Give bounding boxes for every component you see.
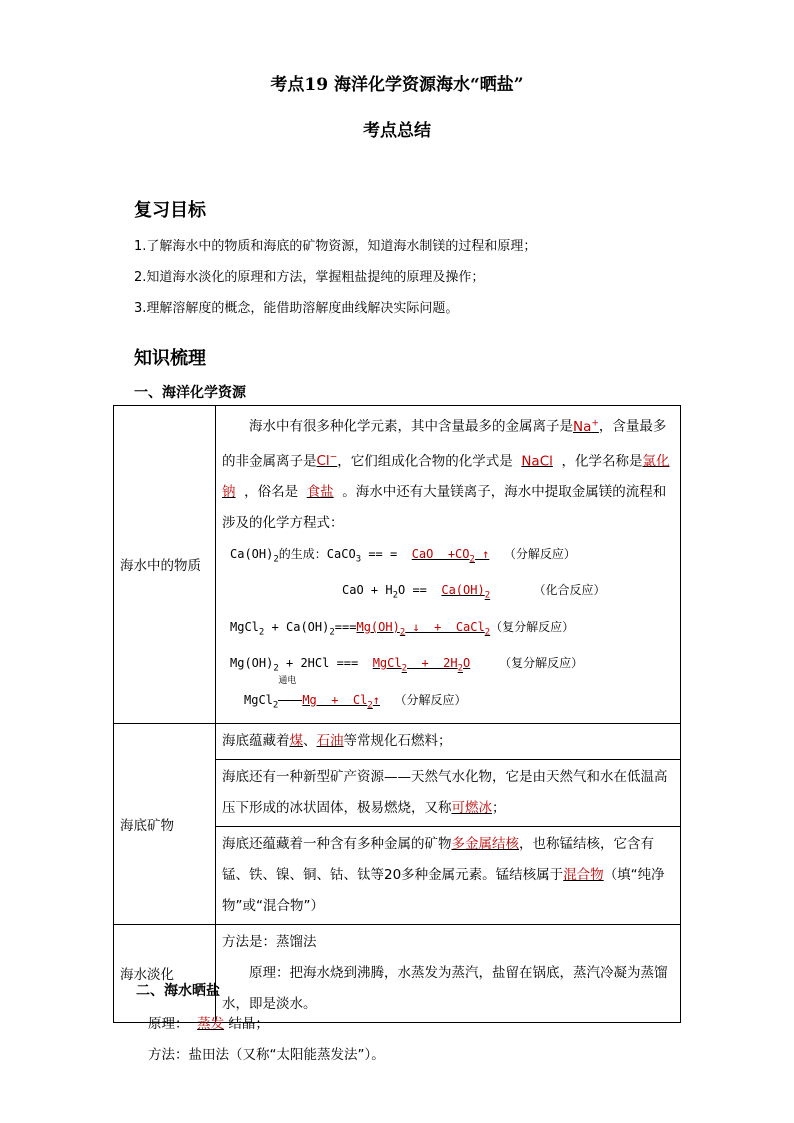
equation-2: CaO + $H_2O == Ca(OH)_2$ （化合反应）: [342, 583, 606, 601]
row-label: 海水淡化: [114, 924, 216, 1022]
resources-table: [113, 405, 681, 1023]
answer-blank: 多金属结核: [451, 835, 519, 852]
page-title: 考点19 海洋化学资源海水“晒盐”: [270, 75, 524, 95]
paragraph: 海水中有很多种化学元素，其中含量最多的金属离子是Na+，含量最多的非金属离子是Cl−，它们组成化合物的化学式是 NaCl ，化学名称是氯化钠 ，俗名是 食盐 。海水中还有大量镁离子，海水中提取金属镁的流程和涉及的化学方程式：: [222, 418, 670, 531]
row-label: 海水中的物质: [114, 406, 216, 724]
section2-heading: 二、海水晒盐: [136, 983, 220, 999]
row-label: 海底矿物: [114, 723, 216, 924]
row-content: [216, 406, 681, 724]
equation-5: MgCl$_2$ 通电 $Mg + Cl_2↑$ （分解反应）: [222, 685, 672, 721]
row-content: 海底蕴藏着煤、石油等常规化石燃料；: [216, 723, 681, 759]
row-content: 海底还有一种新型矿产资源——天然气水化物，它是由天然气和水在低温高压下形成的冰状固体，极易燃烧，又称可燃冰；: [216, 759, 681, 826]
principle-line: 原理： 蒸发 结晶；: [148, 1016, 269, 1032]
answer-blank: 混合物: [563, 866, 604, 883]
answer-blank: 蒸发: [197, 1016, 225, 1032]
answer-blank: 石油: [316, 732, 344, 749]
equation-3: MgCl$_2$ + $Ca(OH)_2===Mg(OH)_2$ ↓ + CaCl$_2$（复分解反应）: [230, 619, 575, 638]
answer-blank: 食盐: [306, 484, 334, 500]
answer-blank: Na+: [573, 418, 599, 435]
goals-heading: 复习目标: [134, 200, 206, 221]
row-content: 海底还蕴藏着一种含有多种金属的矿物多金属结核，也称锰结核，它含有锰、铁、镍、铜、钴、钛等20多种金属元素。锰结核属于混合物（填“纯净物”或“混合物”）: [216, 826, 681, 924]
table-row: [114, 406, 681, 724]
section1-heading: 一、海洋化学资源: [134, 385, 246, 401]
page-subtitle: 考点总结: [363, 121, 431, 141]
method-line: 方法：盐田法（又称“太阳能蒸发法”）。: [148, 1047, 385, 1063]
goal-item: 3.理解溶解度的概念，能借助溶解度曲线解决实际问题。: [134, 301, 459, 316]
row-content: 方法是：蒸馏法 原理：把海水烧到沸腾，水蒸发为蒸汽，盐留在锅底，蒸汽冷凝为蒸馏水，即是淡水。: [216, 924, 681, 1022]
table-row: [114, 723, 681, 759]
goal-item: 2.知道海水淡化的原理和方法，掌握粗盐提纯的原理及操作；: [134, 270, 485, 285]
answer-blank: Cl−: [316, 452, 338, 469]
knowledge-heading: 知识梳理: [134, 348, 206, 369]
goal-item: 1.了解海水中的物质和海底的矿物资源，知道海水制镁的过程和原理；: [134, 239, 537, 254]
electrolysis-arrow: 通电: [278, 685, 302, 716]
equation-1: $Ca(OH)_2$的生成：CaCO$_3$ == = CaO $+CO_2$ ↑ （分解反应）: [230, 547, 576, 565]
equation-4: $Mg(OH)_2 + 2HCl$ === MgCl$_2$ + $2H_2O$ （复分解反应）: [230, 656, 584, 674]
answer-blank: 氯化钠: [222, 453, 670, 500]
answer-blank: NaCl: [521, 453, 553, 469]
table-row: [114, 924, 681, 1022]
answer-blank: 可燃冰: [451, 799, 492, 816]
answer-blank: 煤: [289, 732, 303, 749]
